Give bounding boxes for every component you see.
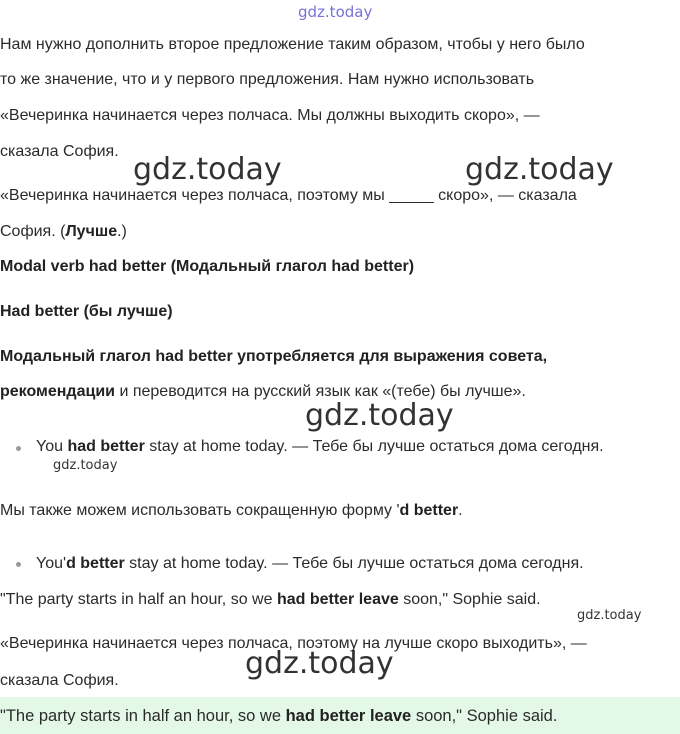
intro-line-2: то же значение, что и у первого предложения. Нам нужно использовать bbox=[0, 71, 535, 88]
rule-line-1: Модальный глагол had better употребляется для выражения совета, bbox=[0, 348, 548, 365]
watermark-top: gdz.today bbox=[298, 3, 373, 21]
watermark: gdz.today bbox=[245, 646, 394, 681]
watermark: gdz.today bbox=[305, 398, 454, 433]
english-sentence: "The party starts in half an hour, so we had better leave soon," Sophie said. bbox=[0, 591, 541, 608]
watermark: gdz.today bbox=[577, 608, 642, 623]
watermark: gdz.today bbox=[465, 152, 614, 187]
heading-had-better: Had better (бы лучше) bbox=[0, 303, 173, 320]
watermark: gdz.today bbox=[133, 152, 282, 187]
intro-line-4: сказала София. bbox=[0, 143, 119, 160]
intro-line-3: «Вечеринка начинается через полчаса. Мы должны выходить скоро», — bbox=[0, 107, 540, 124]
translation-line-1: «Вечеринка начинается через полчаса, поэтому на лучше скоро выходить», — bbox=[0, 635, 587, 652]
example-2: You'd better stay at home today. — Тебе бы лучше остаться дома сегодня. bbox=[36, 555, 584, 572]
bullet-icon bbox=[16, 562, 21, 567]
short-form-line: Мы также можем использовать сокращенную форму 'd better. bbox=[0, 502, 463, 519]
task-line-1: «Вечеринка начинается через полчаса, поэтому мы _____ скоро», — сказала bbox=[0, 187, 577, 204]
watermark: gdz.today bbox=[53, 458, 118, 473]
task-line-2: София. (Лучше.) bbox=[0, 223, 127, 240]
answer-box bbox=[0, 697, 680, 734]
heading-modal-verb: Modal verb had better (Модальный глагол had better) bbox=[0, 258, 415, 275]
bullet-icon bbox=[16, 446, 21, 451]
rule-line-2: рекомендации и переводится на русский язык как «(тебе) бы лучше». bbox=[0, 383, 526, 400]
example-1: You had better stay at home today. — Тебе бы лучше остаться дома сегодня. bbox=[36, 438, 604, 455]
answer-sentence: "The party starts in half an hour, so we had better leave soon," Sophie said. bbox=[0, 707, 558, 725]
intro-line-1: Нам нужно дополнить второе предложение таким образом, чтобы у него было bbox=[0, 36, 585, 53]
translation-line-2: сказала София. bbox=[0, 672, 119, 689]
